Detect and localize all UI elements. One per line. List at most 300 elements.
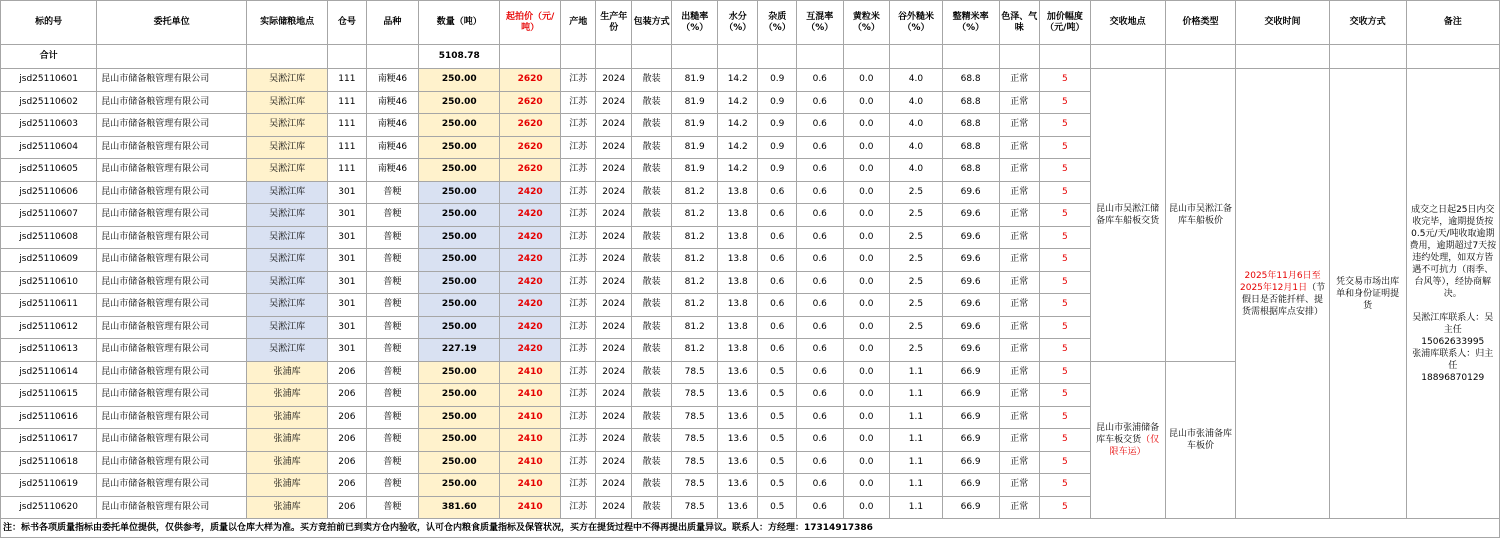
origin-cell: 江苏 [561, 204, 596, 227]
origin-cell: 江苏 [561, 429, 596, 452]
lot-id-cell: jsd25110619 [1, 474, 97, 497]
remark-line: 张浦库联系人：归主任 [1412, 348, 1494, 371]
variety-cell: 普粳 [366, 474, 419, 497]
total-quantity: 5108.78 [419, 45, 500, 69]
outer-brown-rice-cell: 2.5 [890, 294, 943, 317]
start-price-cell: 2410 [500, 361, 561, 384]
quantity-cell: 250.00 [419, 159, 500, 182]
price-increment-cell: 5 [1040, 316, 1091, 339]
storage-location-cell: 吴淞江库 [247, 316, 328, 339]
consignor-cell: 昆山市储备粮管理有限公司 [97, 496, 247, 519]
year-cell: 2024 [596, 69, 631, 92]
origin-cell: 江苏 [561, 339, 596, 362]
moisture-cell: 13.6 [717, 429, 758, 452]
start-price-cell: 2410 [500, 429, 561, 452]
storage-location-cell: 吴淞江库 [247, 69, 328, 92]
start-price-cell: 2410 [500, 406, 561, 429]
mix-rate-cell: 0.6 [796, 361, 843, 384]
storage-location-cell: 吴淞江库 [247, 114, 328, 137]
year-cell: 2024 [596, 226, 631, 249]
color-smell-cell: 正常 [999, 91, 1040, 114]
delivery-place-zhangpu [1090, 361, 1165, 519]
variety-cell: 普粳 [366, 204, 419, 227]
outer-brown-rice-cell: 2.5 [890, 339, 943, 362]
price-increment-cell: 5 [1040, 91, 1091, 114]
consignor-cell: 昆山市储备粮管理有限公司 [97, 294, 247, 317]
impurity-cell: 0.6 [758, 204, 796, 227]
variety-cell: 南粳46 [366, 136, 419, 159]
outer-brown-rice-cell: 1.1 [890, 429, 943, 452]
head-rice-rate-cell: 66.9 [942, 474, 999, 497]
quantity-cell: 250.00 [419, 249, 500, 272]
brown-rice-rate-cell: 78.5 [672, 406, 718, 429]
warehouse-no-cell: 206 [328, 496, 366, 519]
price-increment-cell: 5 [1040, 271, 1091, 294]
variety-cell: 南粳46 [366, 91, 419, 114]
year-cell: 2024 [596, 204, 631, 227]
year-cell: 2024 [596, 159, 631, 182]
brown-rice-rate-cell: 78.5 [672, 429, 718, 452]
color-smell-cell: 正常 [999, 249, 1040, 272]
impurity-cell: 0.5 [758, 384, 796, 407]
quantity-cell: 250.00 [419, 136, 500, 159]
head-rice-rate-cell: 69.6 [942, 271, 999, 294]
outer-brown-rice-cell: 4.0 [890, 159, 943, 182]
lot-id-cell: jsd25110617 [1, 429, 97, 452]
mix-rate-cell: 0.6 [796, 316, 843, 339]
consignor-cell: 昆山市储备粮管理有限公司 [97, 181, 247, 204]
quantity-cell: 250.00 [419, 316, 500, 339]
lot-id-cell: jsd25110615 [1, 384, 97, 407]
packing-cell: 散装 [631, 429, 672, 452]
header-cell: 生产年份 [596, 1, 631, 45]
packing-cell: 散装 [631, 204, 672, 227]
origin-cell: 江苏 [561, 159, 596, 182]
warehouse-no-cell: 206 [328, 361, 366, 384]
brown-rice-rate-cell: 81.2 [672, 181, 718, 204]
remark-line: 成交之日起25日内交收完毕，逾期提货按0.5元/天/吨收取逾期费用，逾期超过7天按违约处理，如双方皆遇不可抗力（雨季、台风等），经协商解决。 [1409, 204, 1497, 299]
origin-cell: 江苏 [561, 136, 596, 159]
mix-rate-cell: 0.6 [796, 384, 843, 407]
mix-rate-cell: 0.6 [796, 339, 843, 362]
header-cell: 包装方式 [631, 1, 672, 45]
color-smell-cell: 正常 [999, 496, 1040, 519]
price-increment-cell: 5 [1040, 474, 1091, 497]
header-cell: 黄粒米（%） [843, 1, 890, 45]
packing-cell: 散装 [631, 159, 672, 182]
warehouse-no-cell: 111 [328, 114, 366, 137]
head-rice-rate-cell: 69.6 [942, 181, 999, 204]
warehouse-no-cell: 206 [328, 406, 366, 429]
brown-rice-rate-cell: 81.2 [672, 339, 718, 362]
outer-brown-rice-cell: 2.5 [890, 181, 943, 204]
warehouse-no-cell: 206 [328, 451, 366, 474]
start-price-cell: 2410 [500, 384, 561, 407]
moisture-cell: 13.8 [717, 204, 758, 227]
mix-rate-cell: 0.6 [796, 474, 843, 497]
moisture-cell: 13.6 [717, 384, 758, 407]
start-price-cell: 2420 [500, 226, 561, 249]
moisture-cell: 14.2 [717, 114, 758, 137]
impurity-cell: 0.6 [758, 226, 796, 249]
mix-rate-cell: 0.6 [796, 91, 843, 114]
storage-location-cell: 吴淞江库 [247, 226, 328, 249]
packing-cell: 散装 [631, 271, 672, 294]
price-increment-cell: 5 [1040, 406, 1091, 429]
warehouse-no-cell: 301 [328, 294, 366, 317]
mix-rate-cell: 0.6 [796, 451, 843, 474]
start-price-cell: 2410 [500, 451, 561, 474]
impurity-cell: 0.5 [758, 406, 796, 429]
origin-cell: 江苏 [561, 384, 596, 407]
header-cell: 交收时间 [1236, 1, 1329, 45]
variety-cell: 普粳 [366, 316, 419, 339]
packing-cell: 散装 [631, 339, 672, 362]
quantity-cell: 250.00 [419, 429, 500, 452]
packing-cell: 散装 [631, 474, 672, 497]
price-increment-cell: 5 [1040, 294, 1091, 317]
variety-cell: 普粳 [366, 361, 419, 384]
head-rice-rate-cell: 68.8 [942, 159, 999, 182]
year-cell: 2024 [596, 339, 631, 362]
yellow-rice-cell: 0.0 [843, 451, 890, 474]
impurity-cell: 0.6 [758, 316, 796, 339]
variety-cell: 普粳 [366, 271, 419, 294]
header-cell: 出糙率（%） [672, 1, 718, 45]
packing-cell: 散装 [631, 451, 672, 474]
impurity-cell: 0.6 [758, 271, 796, 294]
lot-id-cell: jsd25110601 [1, 69, 97, 92]
consignor-cell: 昆山市储备粮管理有限公司 [97, 69, 247, 92]
outer-brown-rice-cell: 1.1 [890, 384, 943, 407]
storage-location-cell: 吴淞江库 [247, 136, 328, 159]
storage-location-cell: 吴淞江库 [247, 159, 328, 182]
start-price-cell: 2420 [500, 294, 561, 317]
brown-rice-rate-cell: 81.2 [672, 226, 718, 249]
color-smell-cell: 正常 [999, 136, 1040, 159]
quantity-cell: 250.00 [419, 406, 500, 429]
head-rice-rate-cell: 68.8 [942, 136, 999, 159]
head-rice-rate-cell: 66.9 [942, 361, 999, 384]
storage-location-cell: 张浦库 [247, 429, 328, 452]
brown-rice-rate-cell: 78.5 [672, 384, 718, 407]
outer-brown-rice-cell: 4.0 [890, 114, 943, 137]
storage-location-cell: 吴淞江库 [247, 91, 328, 114]
delivery-time-dates: 2025年11月6日至2025年12月1日 [1240, 270, 1321, 293]
remark-line: 吴淞江库联系人：吴主任 [1412, 312, 1494, 335]
mix-rate-cell: 0.6 [796, 159, 843, 182]
moisture-cell: 13.8 [717, 294, 758, 317]
mix-rate-cell: 0.6 [796, 69, 843, 92]
color-smell-cell: 正常 [999, 429, 1040, 452]
moisture-cell: 14.2 [717, 69, 758, 92]
impurity-cell: 0.5 [758, 429, 796, 452]
price-increment-cell: 5 [1040, 496, 1091, 519]
impurity-cell: 0.5 [758, 451, 796, 474]
yellow-rice-cell: 0.0 [843, 316, 890, 339]
delivery-place-zhangpu-text: 昆山市张浦储备库车板交货 [1096, 422, 1160, 445]
header-cell: 委托单位 [97, 1, 247, 45]
consignor-cell: 昆山市储备粮管理有限公司 [97, 429, 247, 452]
origin-cell: 江苏 [561, 474, 596, 497]
year-cell: 2024 [596, 361, 631, 384]
origin-cell: 江苏 [561, 114, 596, 137]
header-cell: 互混率（%） [796, 1, 843, 45]
header-row [1, 1, 1500, 45]
quantity-cell: 250.00 [419, 451, 500, 474]
header-cell: 仓号 [328, 1, 366, 45]
quantity-cell: 250.00 [419, 69, 500, 92]
header-cell: 标的号 [1, 1, 97, 45]
packing-cell: 散装 [631, 361, 672, 384]
storage-location-cell: 张浦库 [247, 496, 328, 519]
mix-rate-cell: 0.6 [796, 226, 843, 249]
head-rice-rate-cell: 68.8 [942, 69, 999, 92]
outer-brown-rice-cell: 2.5 [890, 271, 943, 294]
lot-id-cell: jsd25110611 [1, 294, 97, 317]
quantity-cell: 250.00 [419, 294, 500, 317]
remark-line: 18896870129 [1421, 372, 1485, 383]
variety-cell: 普粳 [366, 226, 419, 249]
yellow-rice-cell: 0.0 [843, 159, 890, 182]
delivery-time-note: （节假日是否能扦样、提货需根据库点安排） [1242, 282, 1326, 317]
quantity-cell: 250.00 [419, 91, 500, 114]
price-increment-cell: 5 [1040, 181, 1091, 204]
quantity-cell: 250.00 [419, 204, 500, 227]
impurity-cell: 0.5 [758, 474, 796, 497]
yellow-rice-cell: 0.0 [843, 249, 890, 272]
mix-rate-cell: 0.6 [796, 406, 843, 429]
moisture-cell: 13.8 [717, 339, 758, 362]
price-type-zhangpu: 昆山市张浦备库车板价 [1165, 361, 1236, 519]
storage-location-cell: 吴淞江库 [247, 339, 328, 362]
impurity-cell: 0.9 [758, 69, 796, 92]
warehouse-no-cell: 111 [328, 136, 366, 159]
color-smell-cell: 正常 [999, 204, 1040, 227]
consignor-cell: 昆山市储备粮管理有限公司 [97, 249, 247, 272]
storage-location-cell: 吴淞江库 [247, 271, 328, 294]
head-rice-rate-cell: 68.8 [942, 114, 999, 137]
moisture-cell: 13.6 [717, 474, 758, 497]
consignor-cell: 昆山市储备粮管理有限公司 [97, 226, 247, 249]
origin-cell: 江苏 [561, 249, 596, 272]
consignor-cell: 昆山市储备粮管理有限公司 [97, 316, 247, 339]
warehouse-no-cell: 301 [328, 204, 366, 227]
mix-rate-cell: 0.6 [796, 181, 843, 204]
quantity-cell: 250.00 [419, 384, 500, 407]
warehouse-no-cell: 301 [328, 316, 366, 339]
outer-brown-rice-cell: 4.0 [890, 69, 943, 92]
color-smell-cell: 正常 [999, 361, 1040, 384]
outer-brown-rice-cell: 2.5 [890, 204, 943, 227]
storage-location-cell: 张浦库 [247, 406, 328, 429]
consignor-cell: 昆山市储备粮管理有限公司 [97, 136, 247, 159]
impurity-cell: 0.5 [758, 361, 796, 384]
header-cell: 谷外糙米（%） [890, 1, 943, 45]
start-price-cell: 2420 [500, 204, 561, 227]
color-smell-cell: 正常 [999, 384, 1040, 407]
mix-rate-cell: 0.6 [796, 136, 843, 159]
moisture-cell: 13.6 [717, 451, 758, 474]
yellow-rice-cell: 0.0 [843, 114, 890, 137]
yellow-rice-cell: 0.0 [843, 406, 890, 429]
price-increment-cell: 5 [1040, 451, 1091, 474]
start-price-cell: 2620 [500, 136, 561, 159]
yellow-rice-cell: 0.0 [843, 69, 890, 92]
consignor-cell: 昆山市储备粮管理有限公司 [97, 339, 247, 362]
header-cell: 品种 [366, 1, 419, 45]
yellow-rice-cell: 0.0 [843, 271, 890, 294]
moisture-cell: 13.8 [717, 249, 758, 272]
footer-note: 注：标书各项质量指标由委托单位提供，仅供参考，质量以仓库大样为准。买方竞拍前已到卖方仓内验收，认可仓内粮食质量指标及保管状况，买方在提货过程中不得再提出质量异议。联系人：方经理：17314917386 [1, 519, 1500, 538]
mix-rate-cell: 0.6 [796, 249, 843, 272]
head-rice-rate-cell: 66.9 [942, 451, 999, 474]
origin-cell: 江苏 [561, 316, 596, 339]
origin-cell: 江苏 [561, 294, 596, 317]
lot-id-cell: jsd25110614 [1, 361, 97, 384]
year-cell: 2024 [596, 271, 631, 294]
variety-cell: 普粳 [366, 181, 419, 204]
brown-rice-rate-cell: 81.9 [672, 69, 718, 92]
moisture-cell: 13.8 [717, 271, 758, 294]
packing-cell: 散装 [631, 294, 672, 317]
year-cell: 2024 [596, 181, 631, 204]
warehouse-no-cell: 111 [328, 69, 366, 92]
storage-location-cell: 吴淞江库 [247, 181, 328, 204]
year-cell: 2024 [596, 451, 631, 474]
lot-id-cell: jsd25110613 [1, 339, 97, 362]
lot-id-cell: jsd25110609 [1, 249, 97, 272]
consignor-cell: 昆山市储备粮管理有限公司 [97, 204, 247, 227]
brown-rice-rate-cell: 78.5 [672, 361, 718, 384]
lot-id-cell: jsd25110612 [1, 316, 97, 339]
mix-rate-cell: 0.6 [796, 114, 843, 137]
lot-id-cell: jsd25110610 [1, 271, 97, 294]
head-rice-rate-cell: 69.6 [942, 294, 999, 317]
packing-cell: 散装 [631, 91, 672, 114]
year-cell: 2024 [596, 474, 631, 497]
header-cell: 产地 [561, 1, 596, 45]
quantity-cell: 381.60 [419, 496, 500, 519]
impurity-cell: 0.9 [758, 136, 796, 159]
yellow-rice-cell: 0.0 [843, 181, 890, 204]
header-cell: 加价幅度（元/吨） [1040, 1, 1091, 45]
delivery-method: 凭交易市场出库单和身份证明提货 [1329, 69, 1406, 519]
lot-id-cell: jsd25110606 [1, 181, 97, 204]
header-cell: 交收方式 [1329, 1, 1406, 45]
color-smell-cell: 正常 [999, 271, 1040, 294]
remark-line: 15062633995 [1421, 336, 1485, 347]
impurity-cell: 0.6 [758, 181, 796, 204]
brown-rice-rate-cell: 81.2 [672, 271, 718, 294]
header-cell: 数量（吨） [419, 1, 500, 45]
header-cell: 实际储粮地点 [247, 1, 328, 45]
packing-cell: 散装 [631, 406, 672, 429]
color-smell-cell: 正常 [999, 226, 1040, 249]
header-cell: 备注 [1406, 1, 1499, 45]
start-price-cell: 2420 [500, 339, 561, 362]
packing-cell: 散装 [631, 114, 672, 137]
warehouse-no-cell: 301 [328, 339, 366, 362]
year-cell: 2024 [596, 249, 631, 272]
packing-cell: 散装 [631, 316, 672, 339]
origin-cell: 江苏 [561, 361, 596, 384]
yellow-rice-cell: 0.0 [843, 136, 890, 159]
start-price-cell: 2420 [500, 316, 561, 339]
consignor-cell: 昆山市储备粮管理有限公司 [97, 474, 247, 497]
head-rice-rate-cell: 66.9 [942, 406, 999, 429]
color-smell-cell: 正常 [999, 406, 1040, 429]
warehouse-no-cell: 301 [328, 249, 366, 272]
price-increment-cell: 5 [1040, 361, 1091, 384]
yellow-rice-cell: 0.0 [843, 226, 890, 249]
lot-id-cell: jsd25110616 [1, 406, 97, 429]
head-rice-rate-cell: 66.9 [942, 429, 999, 452]
moisture-cell: 13.8 [717, 316, 758, 339]
warehouse-no-cell: 301 [328, 181, 366, 204]
outer-brown-rice-cell: 2.5 [890, 226, 943, 249]
yellow-rice-cell: 0.0 [843, 361, 890, 384]
variety-cell: 普粳 [366, 384, 419, 407]
warehouse-no-cell: 301 [328, 226, 366, 249]
yellow-rice-cell: 0.0 [843, 339, 890, 362]
header-cell: 起拍价（元/吨） [500, 1, 561, 45]
color-smell-cell: 正常 [999, 69, 1040, 92]
head-rice-rate-cell: 69.6 [942, 204, 999, 227]
packing-cell: 散装 [631, 226, 672, 249]
brown-rice-rate-cell: 81.2 [672, 249, 718, 272]
price-type-wusongjiang: 昆山市吴淞江备库车船板价 [1165, 69, 1236, 362]
mix-rate-cell: 0.6 [796, 429, 843, 452]
lot-id-cell: jsd25110607 [1, 204, 97, 227]
year-cell: 2024 [596, 429, 631, 452]
brown-rice-rate-cell: 81.9 [672, 114, 718, 137]
moisture-cell: 14.2 [717, 136, 758, 159]
variety-cell: 普粳 [366, 429, 419, 452]
packing-cell: 散装 [631, 181, 672, 204]
moisture-cell: 14.2 [717, 159, 758, 182]
variety-cell: 南粳46 [366, 69, 419, 92]
warehouse-no-cell: 206 [328, 384, 366, 407]
quantity-cell: 250.00 [419, 271, 500, 294]
outer-brown-rice-cell: 4.0 [890, 136, 943, 159]
origin-cell: 江苏 [561, 451, 596, 474]
header-cell: 杂质（%） [758, 1, 796, 45]
head-rice-rate-cell: 69.6 [942, 316, 999, 339]
start-price-cell: 2620 [500, 114, 561, 137]
start-price-cell: 2420 [500, 271, 561, 294]
year-cell: 2024 [596, 294, 631, 317]
lot-id-cell: jsd25110605 [1, 159, 97, 182]
impurity-cell: 0.6 [758, 294, 796, 317]
outer-brown-rice-cell: 1.1 [890, 474, 943, 497]
moisture-cell: 13.6 [717, 496, 758, 519]
warehouse-no-cell: 206 [328, 429, 366, 452]
origin-cell: 江苏 [561, 226, 596, 249]
origin-cell: 江苏 [561, 406, 596, 429]
packing-cell: 散装 [631, 69, 672, 92]
origin-cell: 江苏 [561, 496, 596, 519]
price-increment-cell: 5 [1040, 226, 1091, 249]
quantity-cell: 250.00 [419, 181, 500, 204]
impurity-cell: 0.9 [758, 91, 796, 114]
moisture-cell: 14.2 [717, 91, 758, 114]
start-price-cell: 2420 [500, 249, 561, 272]
impurity-cell: 0.6 [758, 339, 796, 362]
storage-location-cell: 吴淞江库 [247, 204, 328, 227]
outer-brown-rice-cell: 1.1 [890, 361, 943, 384]
yellow-rice-cell: 0.0 [843, 294, 890, 317]
